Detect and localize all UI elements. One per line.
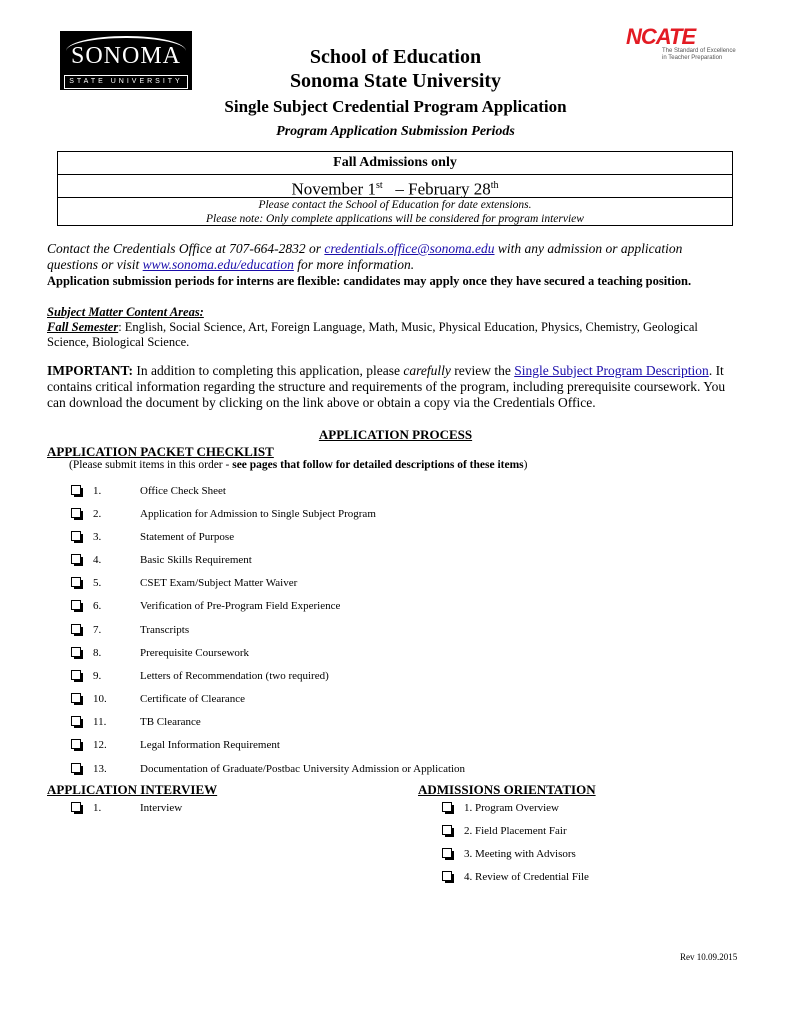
application-process-heading: APPLICATION PROCESS (318, 427, 473, 442)
item-label: Prerequisite Coursework (140, 647, 250, 659)
checklist-note (69, 459, 527, 471)
checkbox[interactable] (71, 624, 81, 634)
item-label: Basic Skills Requirement (140, 554, 252, 566)
item-number: 4. (93, 554, 102, 566)
item-label: 3. Meeting with Advisors (464, 848, 576, 860)
item-number: 6. (93, 600, 102, 612)
checkbox[interactable] (442, 825, 452, 835)
subject-matter-section (47, 305, 737, 350)
contact-mid: with any admission or application (494, 241, 683, 256)
item-label: Documentation of Graduate/Postbac University Admission or Application (140, 763, 466, 775)
date-start: November 1 (291, 179, 376, 199)
revision-footer: Rev 10.09.2015 (680, 952, 738, 962)
checkbox[interactable] (71, 508, 81, 518)
checkbox[interactable] (71, 716, 81, 726)
contact-paragraph (47, 241, 747, 273)
table-notes (58, 197, 732, 227)
important-text-2: review the (450, 363, 515, 378)
checkbox[interactable] (71, 739, 81, 749)
table-note-2: Please note: Only complete applications will be considered for program interview (206, 213, 584, 225)
checkbox[interactable] (71, 647, 81, 657)
item-number: 10. (93, 693, 107, 705)
checkbox[interactable] (71, 802, 81, 812)
important-text-1: In addition to completing this application, please (133, 363, 404, 378)
item-number: 2. (93, 508, 102, 520)
date-end: – February 28 (395, 179, 491, 199)
item-number: 5. (93, 577, 102, 589)
item-label: 1. Program Overview (464, 802, 560, 814)
fall-semester-label: Fall Semester (47, 320, 119, 334)
checkbox[interactable] (71, 554, 81, 564)
item-label: Statement of Purpose (140, 531, 235, 543)
item-label: Transcripts (140, 624, 190, 636)
university-title: Sonoma State University (289, 70, 502, 92)
orientation-heading: ADMISSIONS ORIENTATION (418, 782, 596, 797)
item-label: Interview (140, 802, 183, 814)
logo-word: SONOMA (70, 43, 181, 69)
item-label: Letters of Recommendation (two required) (140, 670, 329, 682)
table-dates (58, 174, 732, 198)
important-label: IMPORTANT: (47, 363, 134, 378)
item-number: 1. (93, 802, 102, 814)
date-end-sup: th (490, 180, 499, 191)
table-title: Fall Admissions only (58, 152, 732, 175)
item-number: 9. (93, 670, 102, 682)
checkbox[interactable] (71, 670, 81, 680)
contact-line2-pre: questions or visit (47, 257, 143, 272)
item-number: 13. (93, 763, 107, 775)
item-label: 4. Review of Credential File (464, 871, 589, 883)
item-number: 7. (93, 624, 102, 636)
item-label: TB Clearance (140, 716, 201, 728)
item-label: Office Check Sheet (140, 485, 226, 497)
school-title: School of Education (309, 46, 482, 68)
contact-line2-post: for more information. (293, 257, 415, 272)
item-number: 12. (93, 739, 107, 751)
item-number: 3. (93, 531, 102, 543)
ncate-word: NCATE (626, 24, 696, 49)
subject-list: : English, Social Science, Art, Foreign Language, Math, Music, Physical Education, Physics, Chemistry, Geological Science, Biological Science. (47, 320, 698, 349)
periods-heading: Program Application Submission Periods (276, 124, 515, 139)
logo-subtitle: STATE UNIVERSITY (64, 75, 188, 89)
interview-heading: APPLICATION INTERVIEW (47, 782, 218, 797)
item-label: Legal Information Requirement (140, 739, 280, 751)
table-note-1: Please contact the School of Education for date extensions. (258, 199, 532, 211)
checkbox[interactable] (442, 848, 452, 858)
interns-note: Application submission periods for interns are flexible: candidates may apply once they have secured a teaching position. (47, 274, 692, 288)
checkbox[interactable] (71, 577, 81, 587)
item-label: Verification of Pre-Program Field Experience (140, 600, 341, 612)
checkbox[interactable] (442, 871, 452, 881)
checklist-heading: APPLICATION PACKET CHECKLIST (47, 444, 274, 459)
item-number: 8. (93, 647, 102, 659)
item-label: CSET Exam/Subject Matter Waiver (140, 577, 298, 589)
important-paragraph (47, 363, 742, 411)
checkbox[interactable] (71, 485, 81, 495)
subject-matter-heading: Subject Matter Content Areas: (47, 305, 204, 319)
item-label: 2. Field Placement Fair (464, 825, 567, 837)
item-number: 1. (93, 485, 102, 497)
item-number: 11. (93, 716, 107, 728)
email-link[interactable]: credentials.office@sonoma.edu (324, 241, 495, 256)
website-link[interactable]: www.sonoma.edu/education (142, 257, 294, 272)
ncate-tagline: The Standard of Excellence in Teacher Preparation (662, 48, 736, 61)
checklist-note-pre: (Please submit items in this order - (69, 459, 233, 471)
checklist-note-post: ) (523, 459, 528, 471)
important-emphasis: carefully (403, 363, 451, 378)
item-label: Certificate of Clearance (140, 693, 246, 705)
item-label: Application for Admission to Single Subject Program (140, 508, 376, 520)
checkbox[interactable] (71, 763, 81, 773)
program-title: Single Subject Credential Program Application (224, 97, 567, 116)
checklist-note-bold: see pages that follow for detailed descriptions of these items (232, 459, 524, 471)
program-description-link[interactable]: Single Subject Program Description (514, 363, 709, 378)
checkbox[interactable] (442, 802, 452, 812)
checkbox[interactable] (71, 531, 81, 541)
date-start-sup: st (375, 180, 383, 191)
checkbox[interactable] (71, 600, 81, 610)
checkbox[interactable] (71, 693, 81, 703)
important-text-3: . It contains critical information regarding the structure and requirements of the program, including prerequisite coursework. You can download the document by clicking on the link above or obtain a copy via the Credentials Office. (47, 363, 726, 410)
contact-pre: Contact the Credentials Office at 707-664-2832 or (47, 241, 325, 256)
admissions-table (57, 151, 733, 226)
